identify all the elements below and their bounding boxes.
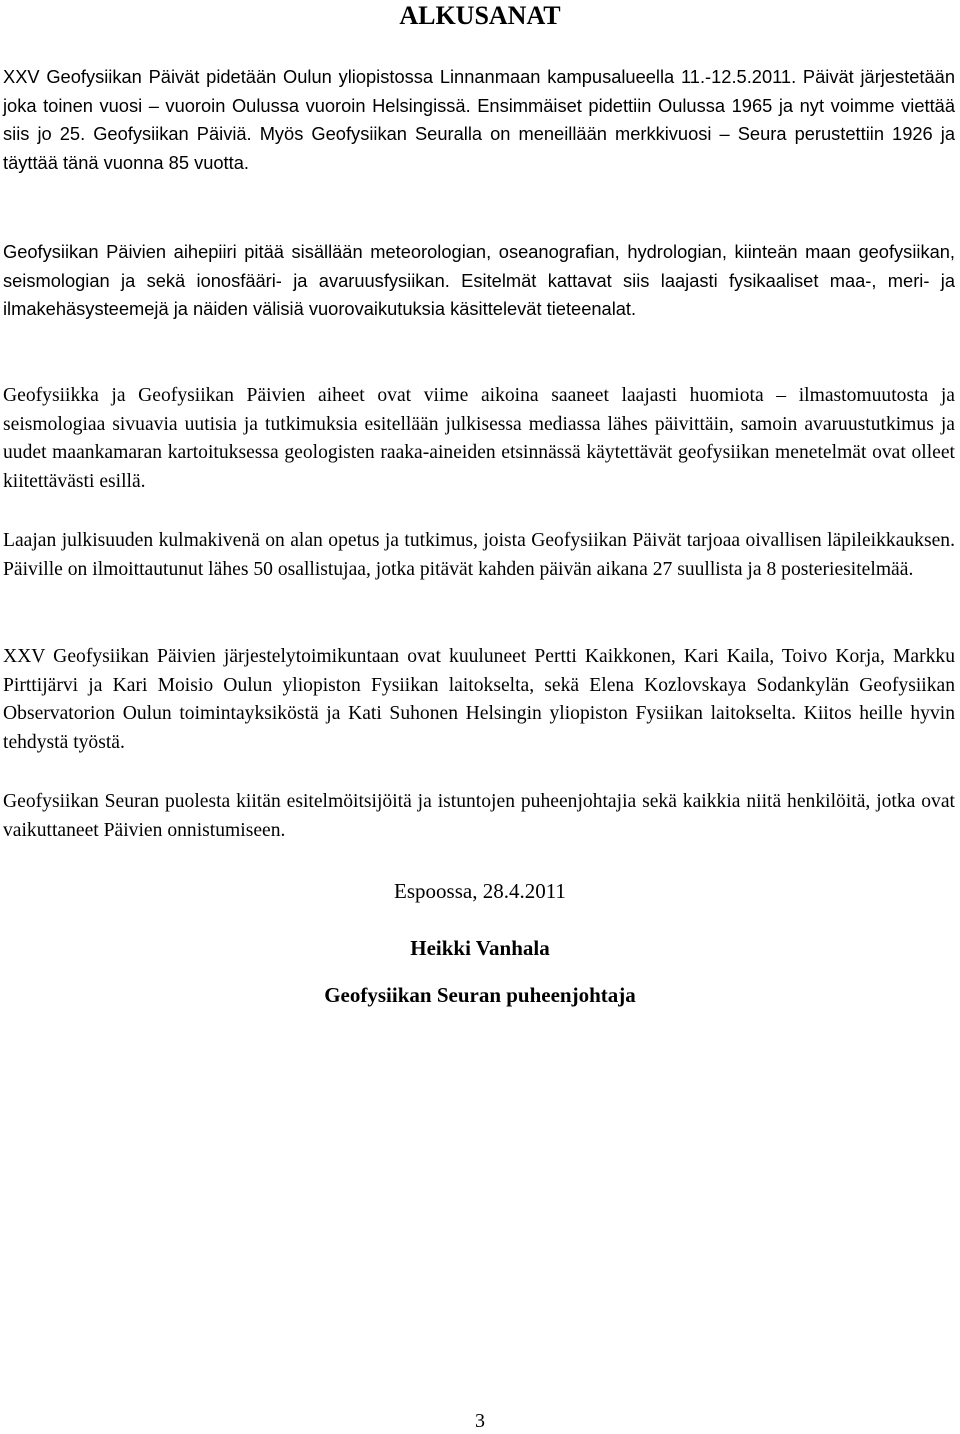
paragraph-topics: Geofysiikan Päivien aihepiiri pitää sisällään meteorologian, oseanografian, hydrologian, kiinteän maan geofysiikan, seismologian ja sekä ionosfääri- ja avaruusfysiikan. Esitelmät kattavat siis laajasti fysikaaliset maa-, meri- ja ilmakehäsysteemejä ja näiden välisiä vuorovaikutuksia käsittelevät tieteenalat. [3, 241, 955, 319]
paragraph-participants: Laajan julkisuuden kulmakivenä on alan opetus ja tutkimus, joista Geofysiikan Päivät tarjoaa oivallisen läpileikkauksen. Päiville on ilmoittautunut lähes 50 osallistujaa, jotka pitävät kahden päivän aikana 27 suullista ja 8 posteriesitelmää. [3, 530, 955, 580]
paragraph-intro: XXV Geofysiikan Päivät pidetään Oulun yliopistossa Linnanmaan kampusalueella 11.-12.5.2011. Päivät järjestetään joka toinen vuosi – vuoroin Oulussa vuoroin Helsingissä. Ensimmäiset pidettiin Oulussa 1965 ja nyt voimme viettää siis jo 25. Geofysiikan Päiviä. Myös Geofysiikan Seuralla on meneillään merkkivuosi – Seura perustettiin 1926 ja täyttää tänä vuonna 85 vuotta. [3, 66, 955, 173]
signer-name: Heikki Vanhala [410, 936, 550, 960]
page-title: ALKUSANAT [399, 1, 561, 30]
paragraph-thanks: Geofysiikan Seuran puolesta kiitän esitelmöitsijöitä ja istuntojen puheenjohtajia sekä kaikkia niitä henkilöitä, jotka ovat vaikuttaneet Päivien onnistumiseen. [3, 791, 955, 841]
page-number: 3 [475, 1410, 485, 1432]
paragraph-publicity: Geofysiikka ja Geofysiikan Päivien aiheet ovat viime aikoina saaneet laajasti huomiota – ilmastomuutosta ja seismologiaa sivuavia uutisia ja tutkimuksia esitellään julkisessa mediassa lähes päivittäin, samoin avaruustutkimus ja uudet maankamaran kartoituksessa geologisten raaka-aineiden etsinnässä käytettävät geofysiikan menetelmät ovat olleet kiitettävästi esillä. [3, 385, 955, 492]
signer-title: Geofysiikan Seuran puheenjohtaja [324, 983, 636, 1007]
paragraph-committee: XXV Geofysiikan Päivien järjestelytoimikuntaan ovat kuuluneet Pertti Kaikkonen, Kari Kaila, Toivo Korja, Markku Pirttijärvi ja Kari Moisio Oulun yliopiston Fysiikan laitokselta, sekä Elena Kozlovskaya Sodankylän Geofysiikan Observatorion Oulun toimintayksiköstä ja Kati Suhonen Helsingin yliopiston Fysiikan laitokselta. Kiitos heille hyvin tehdystä työstä. [3, 646, 955, 753]
place-date: Espoossa, 28.4.2011 [394, 879, 566, 903]
